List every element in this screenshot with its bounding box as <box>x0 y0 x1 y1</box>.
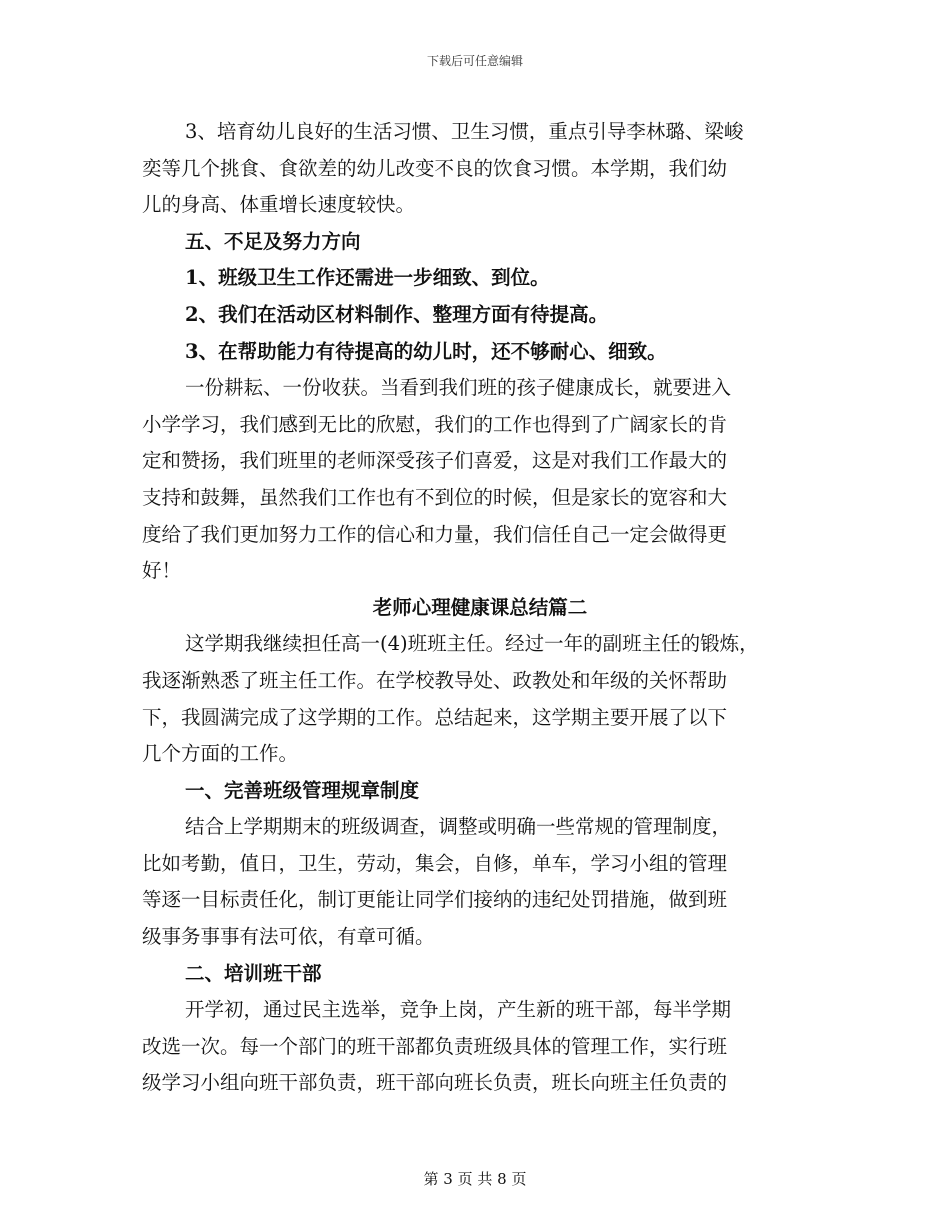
body-line: 级事务事事有法可依，有章可循。 <box>142 925 435 949</box>
list-item: 3、在帮助能力有待提高的幼儿时，还不够耐心、细致。 <box>185 339 667 363</box>
body-line: 几个方面的工作。 <box>142 742 299 766</box>
body-line: 我逐渐熟悉了班主任工作。在学校教导处、政教处和年级的关怀帮助 <box>142 668 728 692</box>
document-body <box>142 114 818 1102</box>
body-line: 奕等几个挑食、食欲差的幼儿改变不良的饮食习惯。本学期，我们幼 <box>142 156 728 180</box>
section-heading: 二、培训班干部 <box>185 961 322 985</box>
body-line: 比如考勤，值日，卫生，劳动，集会，自修，单车，学习小组的管理 <box>142 851 728 875</box>
body-line: 开学初，通过民主选举，竞争上岗，产生新的班干部，每半学期 <box>185 998 732 1022</box>
section-heading: 五、不足及努力方向 <box>185 229 361 253</box>
header-note: 下载后可任意编辑 <box>426 54 523 68</box>
body-line: 级学习小组向班干部负责，班干部向班长负责，班长向班主任负责的 <box>142 1071 728 1095</box>
body-line: 结合上学期期末的班级调查，调整或明确一些常规的管理制度， <box>185 815 732 839</box>
body-line: 改选一次。每一个部门的班干部都负责班级具体的管理工作，实行班 <box>142 1034 728 1058</box>
section-heading: 一、完善班级管理规章制度 <box>185 778 420 802</box>
body-line: 好！ <box>142 559 182 583</box>
body-line: 定和赞扬，我们班里的老师深受孩子们喜爱，这是对我们工作最大的 <box>142 449 728 473</box>
body-line: 儿的身高、体重增长速度较快。 <box>142 193 416 217</box>
list-item: 2、我们在活动区材料制作、整理方面有待提高。 <box>185 302 609 326</box>
article-title: 老师心理健康课总结篇二 <box>372 595 588 619</box>
body-line: 等逐一目标责任化，制订更能让同学们接纳的违纪处罚措施，做到班 <box>142 888 728 912</box>
body-line: 3、培育幼儿良好的生活习惯、卫生习惯，重点引导李林璐、梁峻 <box>185 120 744 143</box>
list-item: 1、班级卫生工作还需进一步细致、到位。 <box>185 266 550 290</box>
body-line: 这学期我继续担任高一(4)班班主任。经过一年的副班主任的锻炼， <box>185 632 759 656</box>
body-line: 小学学习，我们感到无比的欣慰，我们的工作也得到了广阔家长的肯 <box>142 412 728 436</box>
body-line: 度给了我们更加努力工作的信心和力量，我们信任自己一定会做得更 <box>142 522 728 546</box>
body-line: 下，我圆满完成了这学期的工作。总结起来，这学期主要开展了以下 <box>142 705 728 729</box>
page-number: 第 3 页 共 8 页 <box>423 1170 527 1188</box>
body-line: 一份耕耘、一份收获。当看到我们班的孩子健康成长，就要进入 <box>185 376 732 400</box>
body-line: 支持和鼓舞，虽然我们工作也有不到位的时候，但是家长的宽容和大 <box>142 485 728 509</box>
